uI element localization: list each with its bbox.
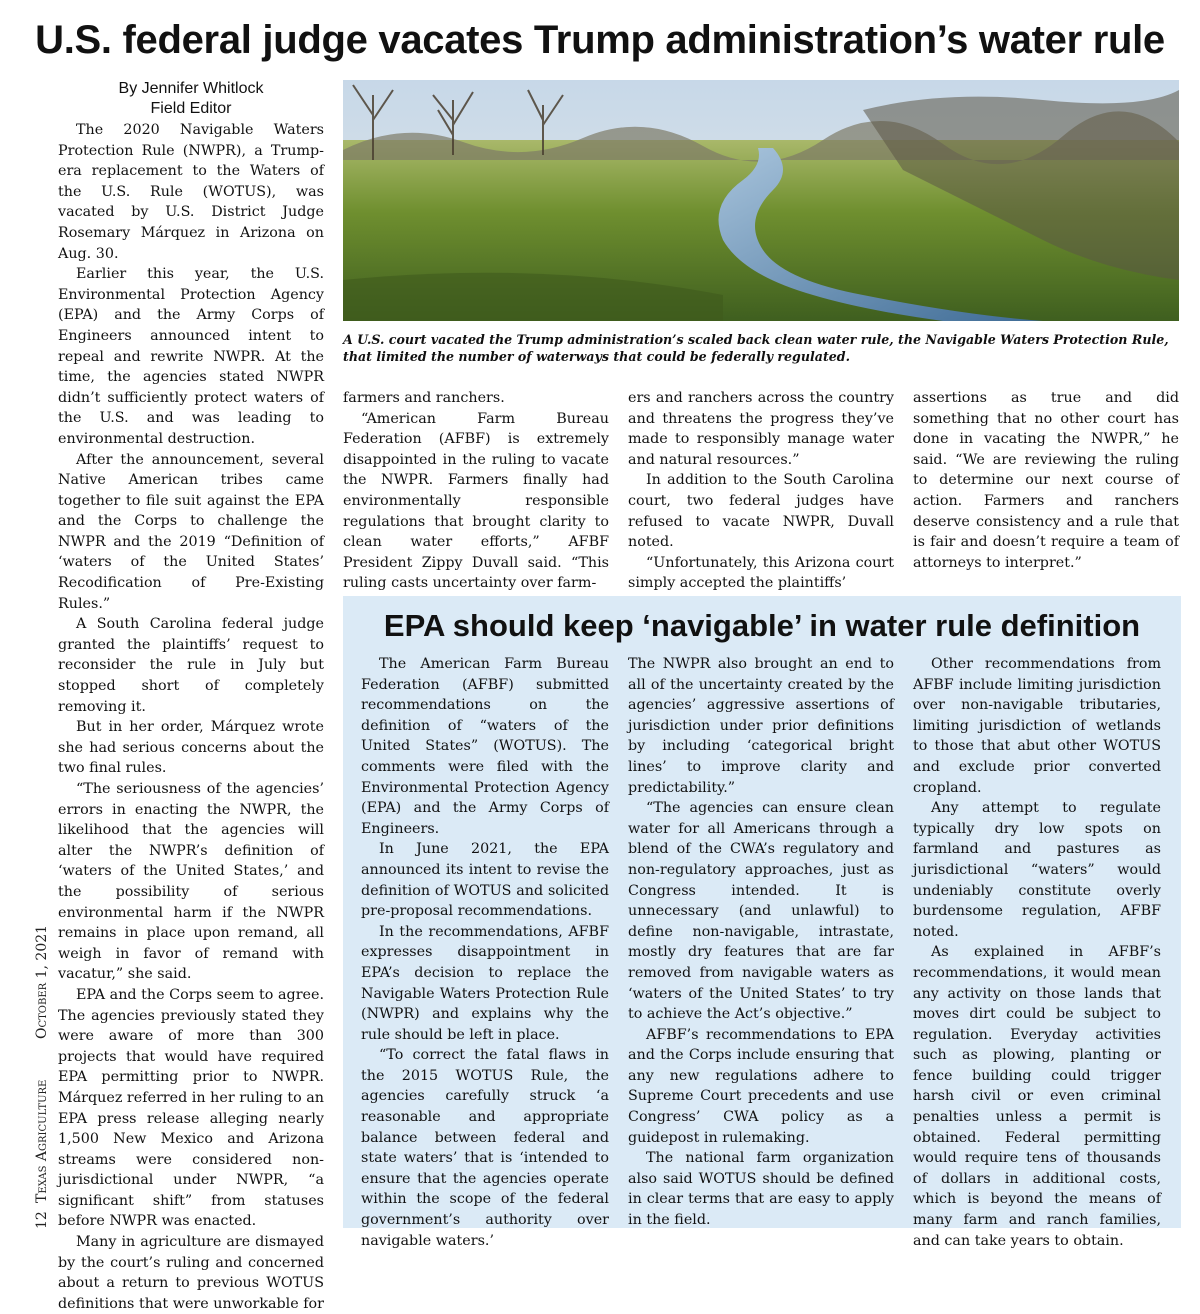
article-paragraph: ers and ranchers across the country and threatens the progress they’ve made to responsibly manage water and natural resources.” <box>628 390 894 468</box>
issue-date: October 1, 2021 <box>34 924 50 1039</box>
sidebar-paragraph: AFBF’s recommendations to EPA and the Corps include ensuring that any new regulations adhere to Supreme Court precedents and use Congress’ CWA policy as a guidepost in rulemaking. <box>628 1026 894 1146</box>
sidebar-paragraph: The national farm organization also said WOTUS should be defined in clear terms that are easy to apply in the field. <box>628 1150 894 1229</box>
headline: U.S. federal judge vacates Trump administration’s water rule <box>35 18 1165 62</box>
article-column-2 <box>343 388 609 592</box>
article-column-4 <box>913 388 1179 588</box>
byline-role: Field Editor <box>150 100 232 117</box>
sidebar-column-3 <box>913 654 1161 1249</box>
sidebar-paragraph: The NWPR also brought an end to all of the uncertainty created by the agencies’ aggressive assertions of jurisdiction under prior definitions by including ‘categorical bright lines’ to improve clarity and predictability.” <box>628 656 894 796</box>
page-number: 12 <box>34 1211 50 1229</box>
creek-landscape-illustration <box>343 80 1179 321</box>
sidebar-paragraph: Other recommendations from AFBF include limiting jurisdiction over non-navigable tributaries, limiting jurisdiction of wetlands to those that abut other WOTUS and exclude prior converted cropland. <box>913 656 1161 796</box>
article-paragraph: farmers and ranchers. <box>343 390 505 406</box>
sidebar-paragraph: In the recommendations, AFBF expresses disappointment in EPA’s decision to replace the Navigable Waters Protection Rule (NWPR) and explains why the rule should be left in place. <box>361 923 609 1043</box>
article-paragraph: EPA and the Corps seem to agree. The agencies previously stated they were aware of more than 300 projects that would have required EPA permitting prior to NWPR. Márquez referred in her ruling to an EPA press release alleging nearly 1,500 New Mexico and Arizona streams were considered non-jurisdictional under NWPR, “a significant shift” from statuses before NWPR was enacted. <box>58 986 324 1230</box>
article-paragraph: “American Farm Bureau Federation (AFBF) is extremely disappointed in the ruling to vacate the NWPR. Farmers finally had environmentally responsible regulations that brought clarity to clean water efforts,” AFBF President Zippy Duvall said. “This ruling casts uncertainty over farm- <box>343 410 609 592</box>
sidebar-paragraph: The American Farm Bureau Federation (AFBF) submitted recommendations on the definition of “waters of the United States” (WOTUS). The comments were filed with the Environmental Protection Agency (EPA) and the Army Corps of Engineers. <box>361 656 609 837</box>
photo-caption: A U.S. court vacated the Trump administration’s scaled back clean water rule, the Navigable Waters Protection Rule, that limited the number of waterways that could be federally regulated. <box>343 332 1169 364</box>
article-paragraph: assertions as true and did something that no other court has done in vacating the NWPR,” he said. “We are reviewing the ruling to determine our next course of action. Farmers and ranchers deserve consistency and a rule that is fair and doesn’t require a team of attorneys to interpret.” <box>913 390 1179 571</box>
article-paragraph: A South Carolina federal judge granted the plaintiffs’ request to reconsider the rule in July but stopped short of completely removing it. <box>58 616 324 715</box>
sidebar-box <box>343 596 1181 1249</box>
sidebar-paragraph: Any attempt to regulate typically dry low spots on farmland and pastures as jurisdictional “waters” would undeniably constitute overly burdensome regulation, AFBF noted. <box>913 800 1161 940</box>
byline-author: By Jennifer Whitlock <box>118 80 264 97</box>
creek-photo <box>343 80 1179 321</box>
publication-name: Texas Agriculture <box>34 1079 50 1203</box>
article-paragraph: Many in agriculture are dismayed by the court’s ruling and concerned about a return to previous WOTUS definitions that were unworkable for <box>58 1234 324 1312</box>
article-paragraph: “Unfortunately, this Arizona court simply accepted the plaintiffs’ <box>628 554 894 592</box>
byline <box>60 79 322 119</box>
sidebar-paragraph: “The agencies can ensure clean water for all Americans through a blend of the CWA’s regulatory and non-regulatory approaches, just as Congress intended. It is unnecessary (and unlawful) to define non-navigable, intrastate, mostly dry features that are far removed from navigable waters as ‘waters of the United States’ to try to achieve the Act’s objective.” <box>628 800 894 1023</box>
sidebar-paragraph: As explained in AFBF’s recommendations, it would mean any activity on those lands that moves dirt could be subject to regulation. Everyday activities such as plowing, planting or fence building could trigger harsh civil or even criminal penalties unless a permit is obtained. Federal permitting would require tens of thousands of dollars in additional costs, which is beyond the means of many farm and ranch families, and can take years to obtain. <box>913 944 1161 1249</box>
article-column-1 <box>58 120 324 1312</box>
article-paragraph: Earlier this year, the U.S. Environmental Protection Agency (EPA) and the Army Corps of Engineers announced intent to repeal and rewrite NWPR. At the time, the agencies stated NWPR didn’t sufficiently protect waters of the U.S. and was leading to environmental destruction. <box>58 266 324 447</box>
article-paragraph: The 2020 Navigable Waters Protection Rule (NWPR), a Trump-era replacement to the Waters of the U.S. Rule (WOTUS), was vacated by U.S. District Judge Rosemary Márquez in Arizona on Aug. 30. <box>58 122 324 262</box>
sidebar-paragraph: In June 2021, the EPA announced its intent to revise the definition of WOTUS and solicited pre-proposal recommendations. <box>361 841 609 920</box>
sidebar-paragraph: “To correct the fatal flaws in the 2015 WOTUS Rule, the agencies carefully struck ‘a reasonable and appropriate balance between federal and state waters’ that is ‘intended to ensure that the agencies operate within the scope of the federal government’s authority over navigable waters.’ <box>361 1047 609 1249</box>
sidebar-title: EPA should keep ‘navigable’ in water rule definition <box>383 608 1141 643</box>
sidebar-column-1 <box>361 654 609 1249</box>
article-paragraph: “The seriousness of the agencies’ errors in enacting the NWPR, the likelihood that the agencies will alter the NWPR’s definition of ‘waters of the United States,’ and the possibility of serious environmental harm if the NWPR remains in place upon remand, all weigh in favor of remand with vacatur,” she said. <box>58 781 324 983</box>
article-column-3 <box>628 388 894 592</box>
article-paragraph: After the announcement, several Native American tribes came together to file suit against the EPA and the Corps to challenge the NWPR and the 2019 “Definition of ‘waters of the United States’ Recodification of Pre-Existing Rules.” <box>58 451 324 612</box>
article-paragraph: In addition to the South Carolina court, two federal judges have refused to vacate NWPR, Duvall noted. <box>628 472 894 551</box>
sidebar-column-2 <box>628 654 894 1229</box>
page-folio <box>30 889 54 1229</box>
article-paragraph: But in her order, Márquez wrote she had serious concerns about the two final rules. <box>58 719 324 777</box>
